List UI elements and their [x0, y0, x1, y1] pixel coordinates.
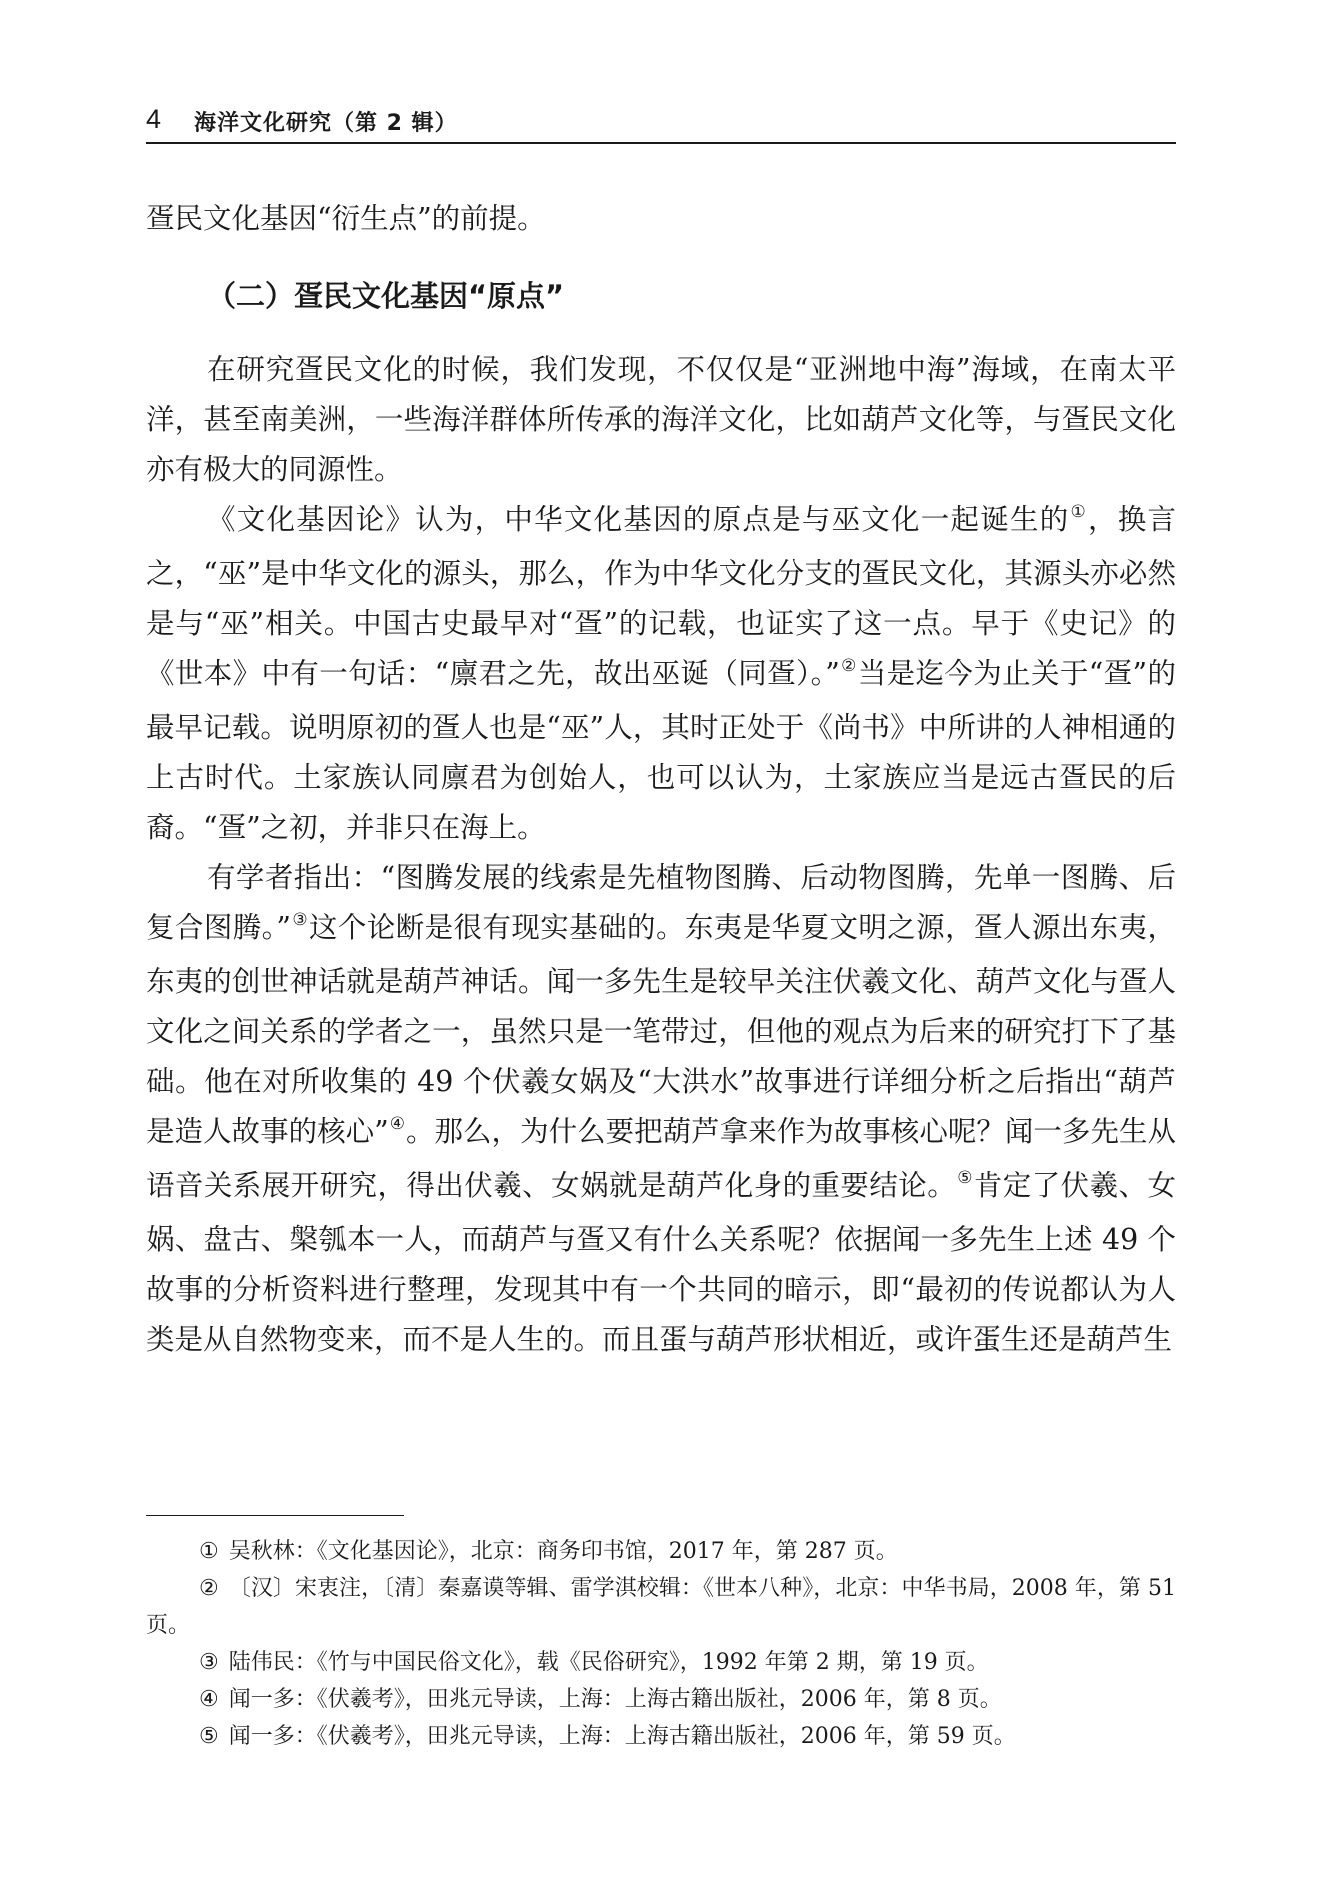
footnote-text: 陆伟民：《竹与中国民俗文化》，载《民俗研究》，1992 年第 2 期，第 19 页。	[228, 1650, 989, 1675]
footnote-text: 〔汉〕宋衷注，〔清〕秦嘉谟等辑、雷学淇校辑：《世本八种》，北京：中华书局，2008 年，第 51 页。	[146, 1576, 1176, 1638]
paragraph-text: 《文化基因论》认为，中华文化基因的原点是与巫文化一起诞生的	[207, 503, 1070, 536]
paragraph: 在研究疍民文化的时候，我们发现，不仅仅是“亚洲地中海”海域，在南太平洋，甚至南美洲，一些海洋群体所传承的海洋文化，比如葫芦文化等，与疍民文化亦有极大的同源性。	[146, 353, 1176, 486]
footnote-mark: ③	[199, 1650, 219, 1675]
footnote-rule	[146, 1515, 404, 1516]
footnote-mark: ②	[199, 1576, 219, 1601]
running-header	[146, 102, 1176, 142]
footnote-mark: ④	[199, 1687, 219, 1712]
section-heading: （二）疍民文化基因“原点”	[207, 279, 565, 313]
page-number: 4	[146, 104, 162, 134]
paragraph-continued: 疍民文化基因“衍生点”的前提。	[146, 202, 546, 235]
footnote-text: 闻一多：《伏羲考》，田兆元导读，上海：上海古籍出版社，2006 年，第 59 页。	[228, 1724, 1016, 1749]
body-text	[146, 194, 1176, 1365]
footnote-mark: ①	[199, 1539, 219, 1564]
footnote-ref-5[interactable]: ⑤	[957, 1168, 973, 1188]
footnote-ref-4[interactable]: ④	[389, 1114, 405, 1134]
paragraph-text: 这个论断是很有现实基础的。东夷是华夏文明之源，疍人源出东夷，东夷的创世神话就是葫芦神话。闻一多先生是较早关注伏羲文化、葫芦文化与疍人文化之间关系的学者之一，虽然只是一笔带过，但他的观点为后来的研究打下了基础。他在对所收集的 49 个伏羲女娲及“大洪水”故事进行详细分析之后指出“葫芦是造人故事的核心”	[146, 911, 1176, 1148]
footnote-4	[146, 1681, 1176, 1718]
footnote-1	[146, 1533, 1176, 1570]
footnote-3	[146, 1644, 1176, 1681]
paragraph-text: ，换言之，“巫”是中华文化的源头，那么，作为中华文化分支的疍民文化，其源头亦必然是与“巫”相关。中国古史最早对“疍”的记载，也证实了这一点。早于《史记》的《世本》中有一句话：“廪君之先，故出巫诞（同疍）。”	[146, 503, 1176, 690]
footnote-text: 吴秋林：《文化基因论》，北京：商务印书馆，2017 年，第 287 页。	[228, 1539, 898, 1564]
paragraph-text: 肯定了伏羲、女娲、盘古、槃瓠本一人，而葫芦与疍又有什么关系呢？依据闻一多先生上述 49 个故事的分析资料进行整理，发现其中有一个共同的暗示，即“最初的传说都认为人类是从自然物变来，而不是人生的。而且蛋与葫芦形状相近，或许蛋生还是葫芦生	[146, 1169, 1176, 1356]
footnote-text: 闻一多：《伏羲考》，田兆元导读，上海：上海古籍出版社，2006 年，第 8 页。	[228, 1687, 1002, 1712]
footnote-ref-3[interactable]: ③	[291, 910, 308, 930]
header-rule	[146, 142, 1176, 144]
running-title: 海洋文化研究（第 2 辑）	[194, 111, 458, 136]
paragraph-text: 有学者指出：“图腾发展的线索是先植物图腾、后动物图腾，先单一图腾、后复合图腾。”	[146, 861, 1176, 944]
footnote-mark: ⑤	[199, 1724, 219, 1749]
paragraph	[146, 853, 1176, 1365]
footnote-ref-2[interactable]: ②	[840, 656, 857, 676]
footnote-5	[146, 1718, 1176, 1755]
footnote-ref-1[interactable]: ①	[1070, 502, 1087, 522]
footnote-2	[146, 1570, 1176, 1644]
paragraph-text: 当是迄今为止关于“疍”的最早记载。说明原初的疍人也是“巫”人，其时正处于《尚书》中所讲的人神相通的上古时代。土家族认同廪君为创始人，也可以认为，土家族应当是远古疍民的后裔。“疍”之初，并非只在海上。	[146, 657, 1176, 844]
footnotes	[146, 1533, 1176, 1755]
paragraph-text: 。那么，为什么要把葫芦拿来作为故事核心呢？闻一多先生从语音关系展开研究，得出伏羲、女娲就是葫芦化身的重要结论。	[146, 1115, 1176, 1202]
paragraph	[146, 495, 1176, 853]
